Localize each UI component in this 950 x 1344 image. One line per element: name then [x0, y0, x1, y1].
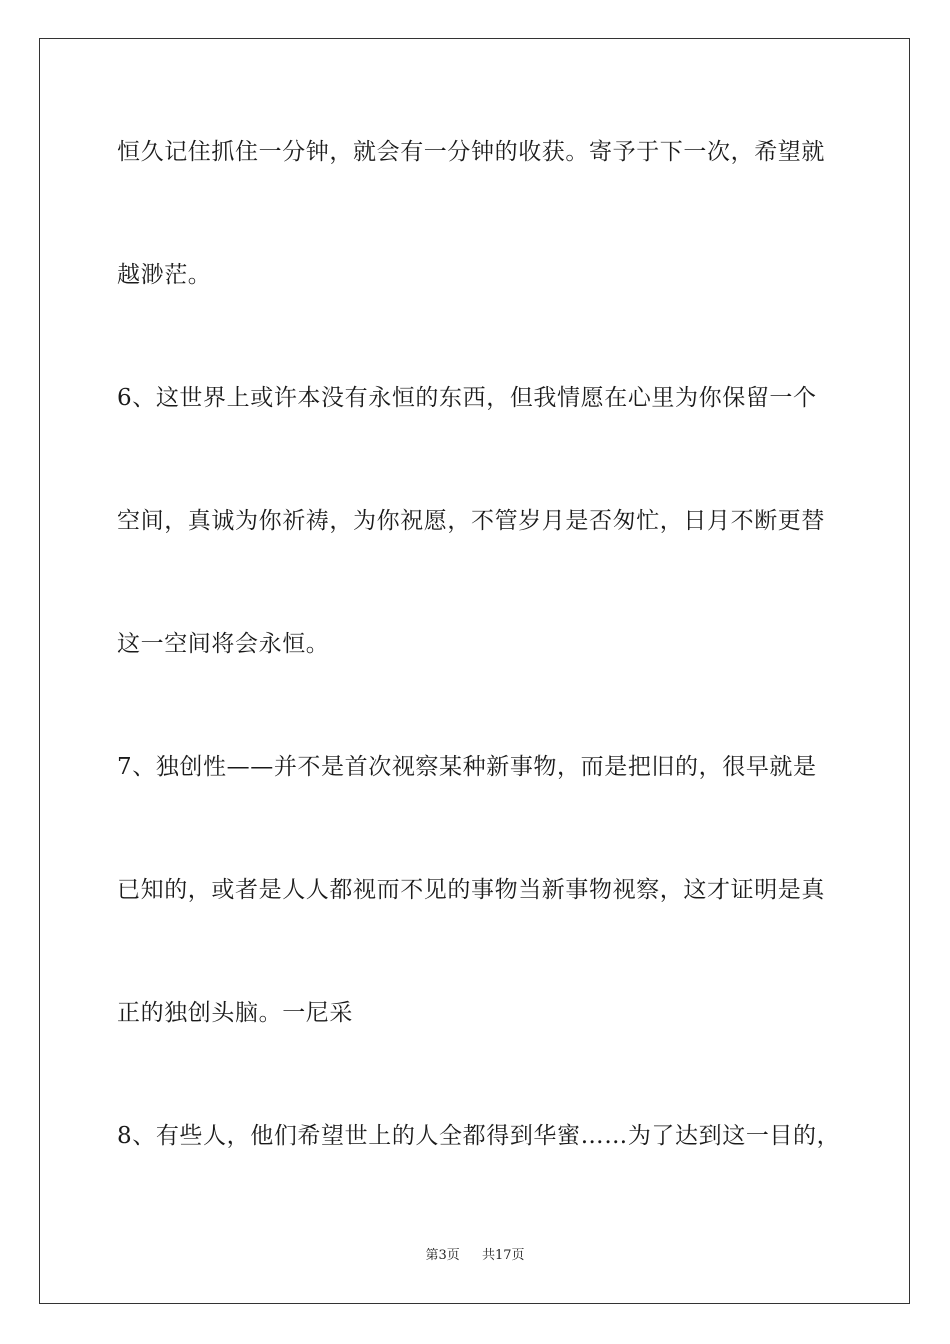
- paragraph-line: 7、独创性——并不是首次视察某种新事物，而是把旧的，很早就是: [117, 754, 817, 780]
- paragraph-line: 越渺茫。: [117, 262, 212, 288]
- paragraph-line: 6、这世界上或许本没有永恒的东西，但我情愿在心里为你保留一个: [117, 385, 817, 411]
- paragraph-line: 8、有些人，他们希望世上的人全都得到华蜜……为了达到这一目的，: [117, 1123, 841, 1149]
- paragraph-line: 已知的，或者是人人都视而不见的事物当新事物视察，这才证明是真: [117, 877, 825, 903]
- paragraph-line: 正的独创头脑。一尼采: [117, 1000, 353, 1026]
- paragraph-line: 恒久记住抓住一分钟，就会有一分钟的收获。寄予于下一次，希望就: [117, 139, 825, 165]
- paragraph-line: 空间，真诚为你祈祷，为你祝愿，不管岁月是否匆忙，日月不断更替: [117, 508, 825, 534]
- page-border: [39, 38, 910, 1304]
- page-total: 共17页: [482, 1248, 525, 1263]
- page-number: 第3页: [425, 1248, 460, 1263]
- page-footer: [0, 1247, 950, 1265]
- paragraph-line: 这一空间将会永恒。: [117, 631, 330, 657]
